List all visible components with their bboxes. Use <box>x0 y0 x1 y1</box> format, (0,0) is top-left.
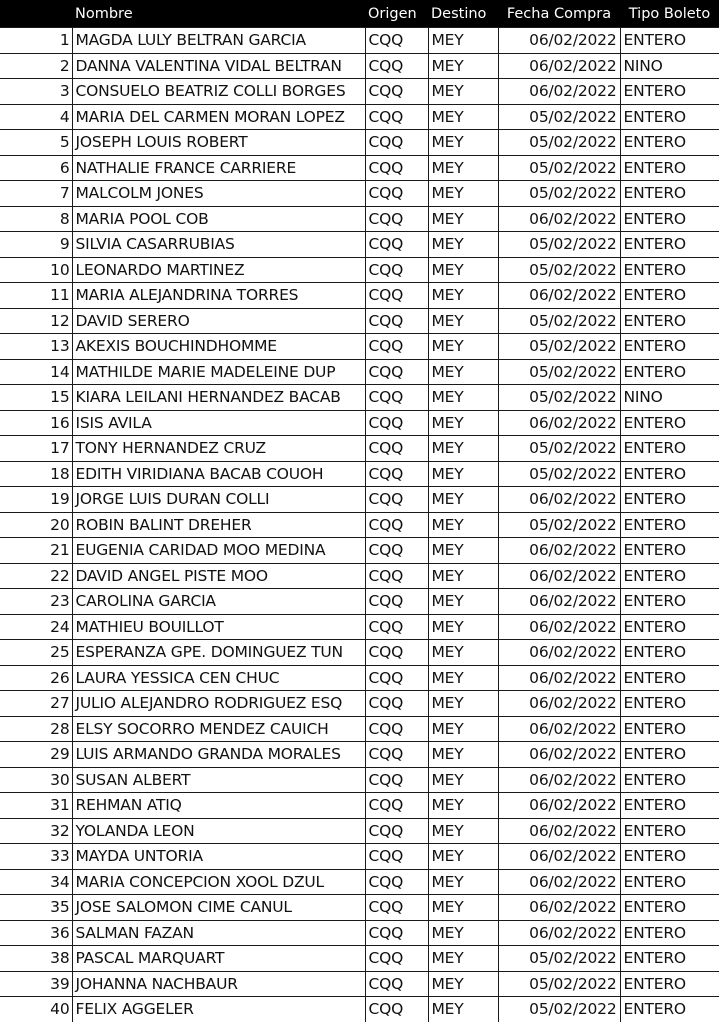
cell-fecha-compra: 05/02/2022 <box>498 232 620 258</box>
cell-tipo-boleto: ENTERO <box>620 206 719 232</box>
cell-destino: MEY <box>428 232 498 258</box>
cell-origen: CQQ <box>365 410 428 436</box>
cell-row-number: 23 <box>0 589 72 615</box>
cell-origen: CQQ <box>365 232 428 258</box>
cell-tipo-boleto: ENTERO <box>620 665 719 691</box>
table-header <box>0 0 719 28</box>
header-origen: Origen <box>365 0 428 28</box>
cell-origen: CQQ <box>365 563 428 589</box>
cell-tipo-boleto: ENTERO <box>620 589 719 615</box>
cell-destino: MEY <box>428 308 498 334</box>
cell-tipo-boleto: ENTERO <box>620 946 719 972</box>
cell-origen: CQQ <box>365 436 428 462</box>
cell-tipo-boleto: ENTERO <box>620 283 719 309</box>
table-row <box>0 283 719 309</box>
cell-origen: CQQ <box>365 28 428 54</box>
cell-tipo-boleto: ENTERO <box>620 818 719 844</box>
cell-tipo-boleto: NINO <box>620 385 719 411</box>
table-row <box>0 691 719 717</box>
cell-row-number: 2 <box>0 53 72 79</box>
cell-origen: CQQ <box>365 79 428 105</box>
cell-tipo-boleto: ENTERO <box>620 716 719 742</box>
table-row <box>0 665 719 691</box>
cell-fecha-compra: 06/02/2022 <box>498 793 620 819</box>
cell-row-number: 39 <box>0 971 72 997</box>
cell-destino: MEY <box>428 79 498 105</box>
table-row <box>0 563 719 589</box>
cell-destino: MEY <box>428 181 498 207</box>
cell-origen: CQQ <box>365 946 428 972</box>
cell-nombre: MAYDA UNTORIA <box>72 844 365 870</box>
cell-row-number: 38 <box>0 946 72 972</box>
cell-nombre: REHMAN ATIQ <box>72 793 365 819</box>
cell-tipo-boleto: ENTERO <box>620 538 719 564</box>
cell-destino: MEY <box>428 257 498 283</box>
cell-origen: CQQ <box>365 130 428 156</box>
cell-origen: CQQ <box>365 512 428 538</box>
cell-tipo-boleto: ENTERO <box>620 512 719 538</box>
table-row <box>0 385 719 411</box>
cell-destino: MEY <box>428 589 498 615</box>
cell-row-number: 26 <box>0 665 72 691</box>
cell-nombre: MATHIEU BOUILLOT <box>72 614 365 640</box>
cell-row-number: 22 <box>0 563 72 589</box>
cell-tipo-boleto: ENTERO <box>620 895 719 921</box>
cell-nombre: MARIA CONCEPCION XOOL DZUL <box>72 869 365 895</box>
table-row <box>0 767 719 793</box>
cell-destino: MEY <box>428 691 498 717</box>
cell-destino: MEY <box>428 359 498 385</box>
cell-nombre: JULIO ALEJANDRO RODRIGUEZ ESQ <box>72 691 365 717</box>
cell-nombre: MARIA ALEJANDRINA TORRES <box>72 283 365 309</box>
cell-fecha-compra: 05/02/2022 <box>498 997 620 1022</box>
cell-fecha-compra: 05/02/2022 <box>498 512 620 538</box>
cell-nombre: MARIA POOL COB <box>72 206 365 232</box>
cell-fecha-compra: 06/02/2022 <box>498 844 620 870</box>
cell-origen: CQQ <box>365 53 428 79</box>
table-row <box>0 716 719 742</box>
cell-destino: MEY <box>428 487 498 513</box>
cell-origen: CQQ <box>365 461 428 487</box>
cell-destino: MEY <box>428 130 498 156</box>
cell-destino: MEY <box>428 614 498 640</box>
cell-tipo-boleto: ENTERO <box>620 181 719 207</box>
cell-origen: CQQ <box>365 104 428 130</box>
cell-destino: MEY <box>428 997 498 1022</box>
cell-nombre: EUGENIA CARIDAD MOO MEDINA <box>72 538 365 564</box>
table-row <box>0 946 719 972</box>
cell-nombre: CAROLINA GARCIA <box>72 589 365 615</box>
cell-nombre: EDITH VIRIDIANA BACAB COUOH <box>72 461 365 487</box>
cell-row-number: 19 <box>0 487 72 513</box>
cell-tipo-boleto: ENTERO <box>620 104 719 130</box>
table-row <box>0 257 719 283</box>
cell-origen: CQQ <box>365 589 428 615</box>
header-row <box>0 0 719 28</box>
cell-origen: CQQ <box>365 614 428 640</box>
cell-nombre: FELIX AGGELER <box>72 997 365 1022</box>
cell-origen: CQQ <box>365 716 428 742</box>
cell-destino: MEY <box>428 895 498 921</box>
cell-destino: MEY <box>428 283 498 309</box>
cell-nombre: ESPERANZA GPE. DOMINGUEZ TUN <box>72 640 365 666</box>
cell-fecha-compra: 05/02/2022 <box>498 181 620 207</box>
cell-fecha-compra: 05/02/2022 <box>498 130 620 156</box>
cell-tipo-boleto: ENTERO <box>620 997 719 1022</box>
table-row <box>0 461 719 487</box>
cell-fecha-compra: 05/02/2022 <box>498 385 620 411</box>
cell-row-number: 4 <box>0 104 72 130</box>
cell-nombre: SALMAN FAZAN <box>72 920 365 946</box>
cell-origen: CQQ <box>365 257 428 283</box>
cell-tipo-boleto: ENTERO <box>620 461 719 487</box>
table-body <box>0 28 719 1022</box>
cell-tipo-boleto: ENTERO <box>620 79 719 105</box>
cell-tipo-boleto: ENTERO <box>620 232 719 258</box>
cell-fecha-compra: 05/02/2022 <box>498 104 620 130</box>
table-row <box>0 589 719 615</box>
cell-row-number: 14 <box>0 359 72 385</box>
cell-origen: CQQ <box>365 869 428 895</box>
cell-row-number: 32 <box>0 818 72 844</box>
cell-destino: MEY <box>428 793 498 819</box>
table-row <box>0 410 719 436</box>
cell-origen: CQQ <box>365 920 428 946</box>
cell-row-number: 36 <box>0 920 72 946</box>
cell-fecha-compra: 06/02/2022 <box>498 818 620 844</box>
cell-nombre: LUIS ARMANDO GRANDA MORALES <box>72 742 365 768</box>
table-row <box>0 232 719 258</box>
cell-tipo-boleto: ENTERO <box>620 971 719 997</box>
cell-tipo-boleto: ENTERO <box>620 155 719 181</box>
table-row <box>0 742 719 768</box>
cell-tipo-boleto: ENTERO <box>620 28 719 54</box>
cell-origen: CQQ <box>365 487 428 513</box>
cell-row-number: 29 <box>0 742 72 768</box>
cell-fecha-compra: 05/02/2022 <box>498 257 620 283</box>
header-nombre: Nombre <box>0 0 365 28</box>
table-row <box>0 130 719 156</box>
table-row <box>0 181 719 207</box>
table-row <box>0 793 719 819</box>
cell-fecha-compra: 06/02/2022 <box>498 869 620 895</box>
cell-destino: MEY <box>428 971 498 997</box>
cell-destino: MEY <box>428 563 498 589</box>
cell-origen: CQQ <box>365 793 428 819</box>
cell-fecha-compra: 05/02/2022 <box>498 971 620 997</box>
cell-fecha-compra: 06/02/2022 <box>498 640 620 666</box>
cell-row-number: 9 <box>0 232 72 258</box>
cell-tipo-boleto: ENTERO <box>620 614 719 640</box>
cell-row-number: 17 <box>0 436 72 462</box>
cell-fecha-compra: 06/02/2022 <box>498 563 620 589</box>
cell-tipo-boleto: ENTERO <box>620 640 719 666</box>
cell-origen: CQQ <box>365 665 428 691</box>
cell-destino: MEY <box>428 155 498 181</box>
cell-row-number: 10 <box>0 257 72 283</box>
cell-tipo-boleto: ENTERO <box>620 308 719 334</box>
cell-fecha-compra: 06/02/2022 <box>498 920 620 946</box>
table-row <box>0 308 719 334</box>
cell-fecha-compra: 06/02/2022 <box>498 53 620 79</box>
cell-fecha-compra: 06/02/2022 <box>498 487 620 513</box>
cell-tipo-boleto: ENTERO <box>620 487 719 513</box>
table-row <box>0 359 719 385</box>
table-row <box>0 844 719 870</box>
cell-row-number: 30 <box>0 767 72 793</box>
cell-row-number: 18 <box>0 461 72 487</box>
table-row <box>0 869 719 895</box>
cell-row-number: 31 <box>0 793 72 819</box>
cell-nombre: DAVID ANGEL PISTE MOO <box>72 563 365 589</box>
cell-fecha-compra: 06/02/2022 <box>498 665 620 691</box>
cell-fecha-compra: 06/02/2022 <box>498 767 620 793</box>
cell-tipo-boleto: ENTERO <box>620 869 719 895</box>
cell-origen: CQQ <box>365 308 428 334</box>
cell-destino: MEY <box>428 640 498 666</box>
cell-fecha-compra: 05/02/2022 <box>498 461 620 487</box>
cell-destino: MEY <box>428 946 498 972</box>
cell-nombre: MALCOLM JONES <box>72 181 365 207</box>
cell-tipo-boleto: ENTERO <box>620 436 719 462</box>
table-row <box>0 53 719 79</box>
cell-row-number: 34 <box>0 869 72 895</box>
cell-row-number: 13 <box>0 334 72 360</box>
cell-fecha-compra: 05/02/2022 <box>498 436 620 462</box>
cell-row-number: 15 <box>0 385 72 411</box>
cell-tipo-boleto: ENTERO <box>620 793 719 819</box>
cell-nombre: CONSUELO BEATRIZ COLLI BORGES <box>72 79 365 105</box>
cell-row-number: 28 <box>0 716 72 742</box>
cell-destino: MEY <box>428 104 498 130</box>
cell-tipo-boleto: ENTERO <box>620 130 719 156</box>
cell-tipo-boleto: ENTERO <box>620 359 719 385</box>
cell-origen: CQQ <box>365 742 428 768</box>
cell-nombre: LEONARDO MARTINEZ <box>72 257 365 283</box>
cell-origen: CQQ <box>365 385 428 411</box>
table-row <box>0 487 719 513</box>
cell-destino: MEY <box>428 538 498 564</box>
cell-nombre: JOHANNA NACHBAUR <box>72 971 365 997</box>
cell-row-number: 24 <box>0 614 72 640</box>
cell-origen: CQQ <box>365 206 428 232</box>
cell-tipo-boleto: ENTERO <box>620 334 719 360</box>
header-destino: Destino <box>428 0 498 28</box>
cell-destino: MEY <box>428 742 498 768</box>
cell-fecha-compra: 06/02/2022 <box>498 28 620 54</box>
cell-row-number: 16 <box>0 410 72 436</box>
cell-nombre: MARIA DEL CARMEN MORAN LOPEZ <box>72 104 365 130</box>
cell-nombre: MAGDA LULY BELTRAN GARCIA <box>72 28 365 54</box>
cell-origen: CQQ <box>365 155 428 181</box>
cell-row-number: 21 <box>0 538 72 564</box>
cell-fecha-compra: 06/02/2022 <box>498 716 620 742</box>
cell-destino: MEY <box>428 385 498 411</box>
cell-nombre: DAVID SERERO <box>72 308 365 334</box>
cell-row-number: 6 <box>0 155 72 181</box>
cell-nombre: SILVIA CASARRUBIAS <box>72 232 365 258</box>
cell-fecha-compra: 06/02/2022 <box>498 206 620 232</box>
cell-nombre: ELSY SOCORRO MENDEZ CAUICH <box>72 716 365 742</box>
table-row <box>0 997 719 1022</box>
table-row <box>0 971 719 997</box>
cell-destino: MEY <box>428 461 498 487</box>
cell-nombre: DANNA VALENTINA VIDAL BELTRAN <box>72 53 365 79</box>
cell-destino: MEY <box>428 716 498 742</box>
cell-fecha-compra: 05/02/2022 <box>498 359 620 385</box>
table-row <box>0 155 719 181</box>
cell-row-number: 27 <box>0 691 72 717</box>
table-row <box>0 28 719 54</box>
cell-origen: CQQ <box>365 538 428 564</box>
cell-destino: MEY <box>428 665 498 691</box>
cell-origen: CQQ <box>365 767 428 793</box>
table-row <box>0 512 719 538</box>
cell-fecha-compra: 06/02/2022 <box>498 742 620 768</box>
cell-nombre: JOSE SALOMON CIME CANUL <box>72 895 365 921</box>
cell-nombre: SUSAN ALBERT <box>72 767 365 793</box>
cell-nombre: LAURA YESSICA CEN CHUC <box>72 665 365 691</box>
cell-fecha-compra: 06/02/2022 <box>498 589 620 615</box>
cell-row-number: 8 <box>0 206 72 232</box>
header-fecha-compra: Fecha Compra <box>498 0 620 28</box>
cell-nombre: YOLANDA LEON <box>72 818 365 844</box>
cell-fecha-compra: 05/02/2022 <box>498 308 620 334</box>
cell-destino: MEY <box>428 818 498 844</box>
cell-destino: MEY <box>428 436 498 462</box>
cell-nombre: ISIS AVILA <box>72 410 365 436</box>
cell-fecha-compra: 06/02/2022 <box>498 614 620 640</box>
table-row <box>0 818 719 844</box>
header-tipo-boleto: Tipo Boleto <box>620 0 719 28</box>
cell-tipo-boleto: ENTERO <box>620 920 719 946</box>
table-row <box>0 206 719 232</box>
cell-fecha-compra: 06/02/2022 <box>498 538 620 564</box>
cell-origen: CQQ <box>365 818 428 844</box>
cell-origen: CQQ <box>365 283 428 309</box>
cell-fecha-compra: 05/02/2022 <box>498 155 620 181</box>
cell-destino: MEY <box>428 512 498 538</box>
cell-nombre: JORGE LUIS DURAN COLLI <box>72 487 365 513</box>
table-row <box>0 79 719 105</box>
cell-destino: MEY <box>428 844 498 870</box>
cell-row-number: 35 <box>0 895 72 921</box>
cell-origen: CQQ <box>365 971 428 997</box>
cell-origen: CQQ <box>365 844 428 870</box>
cell-row-number: 33 <box>0 844 72 870</box>
cell-fecha-compra: 05/02/2022 <box>498 946 620 972</box>
cell-fecha-compra: 06/02/2022 <box>498 895 620 921</box>
cell-nombre: JOSEPH LOUIS ROBERT <box>72 130 365 156</box>
cell-destino: MEY <box>428 28 498 54</box>
table-row <box>0 334 719 360</box>
cell-nombre: PASCAL MARQUART <box>72 946 365 972</box>
table-row <box>0 614 719 640</box>
cell-row-number: 25 <box>0 640 72 666</box>
cell-row-number: 20 <box>0 512 72 538</box>
cell-destino: MEY <box>428 206 498 232</box>
cell-fecha-compra: 06/02/2022 <box>498 410 620 436</box>
table-row <box>0 436 719 462</box>
cell-row-number: 5 <box>0 130 72 156</box>
cell-destino: MEY <box>428 410 498 436</box>
cell-tipo-boleto: ENTERO <box>620 691 719 717</box>
cell-origen: CQQ <box>365 691 428 717</box>
cell-destino: MEY <box>428 767 498 793</box>
table-row <box>0 640 719 666</box>
cell-tipo-boleto: ENTERO <box>620 844 719 870</box>
cell-row-number: 3 <box>0 79 72 105</box>
cell-fecha-compra: 06/02/2022 <box>498 283 620 309</box>
cell-fecha-compra: 06/02/2022 <box>498 691 620 717</box>
cell-nombre: AKEXIS BOUCHINDHOMME <box>72 334 365 360</box>
table-row <box>0 895 719 921</box>
cell-row-number: 7 <box>0 181 72 207</box>
cell-row-number: 11 <box>0 283 72 309</box>
cell-row-number: 1 <box>0 28 72 54</box>
cell-nombre: KIARA LEILANI HERNANDEZ BACAB <box>72 385 365 411</box>
cell-origen: CQQ <box>365 334 428 360</box>
table-row <box>0 104 719 130</box>
cell-row-number: 40 <box>0 997 72 1022</box>
cell-nombre: TONY HERNANDEZ CRUZ <box>72 436 365 462</box>
cell-origen: CQQ <box>365 640 428 666</box>
cell-tipo-boleto: NINO <box>620 53 719 79</box>
cell-origen: CQQ <box>365 895 428 921</box>
cell-origen: CQQ <box>365 359 428 385</box>
cell-fecha-compra: 05/02/2022 <box>498 334 620 360</box>
cell-destino: MEY <box>428 53 498 79</box>
cell-origen: CQQ <box>365 181 428 207</box>
cell-nombre: MATHILDE MARIE MADELEINE DUP <box>72 359 365 385</box>
cell-tipo-boleto: ENTERO <box>620 257 719 283</box>
cell-fecha-compra: 06/02/2022 <box>498 79 620 105</box>
cell-destino: MEY <box>428 920 498 946</box>
cell-row-number: 12 <box>0 308 72 334</box>
table-row <box>0 920 719 946</box>
cell-nombre: ROBIN BALINT DREHER <box>72 512 365 538</box>
cell-tipo-boleto: ENTERO <box>620 767 719 793</box>
cell-destino: MEY <box>428 334 498 360</box>
cell-origen: CQQ <box>365 997 428 1022</box>
cell-nombre: NATHALIE FRANCE CARRIERE <box>72 155 365 181</box>
cell-tipo-boleto: ENTERO <box>620 563 719 589</box>
cell-destino: MEY <box>428 869 498 895</box>
cell-tipo-boleto: ENTERO <box>620 410 719 436</box>
table-row <box>0 538 719 564</box>
cell-tipo-boleto: ENTERO <box>620 742 719 768</box>
